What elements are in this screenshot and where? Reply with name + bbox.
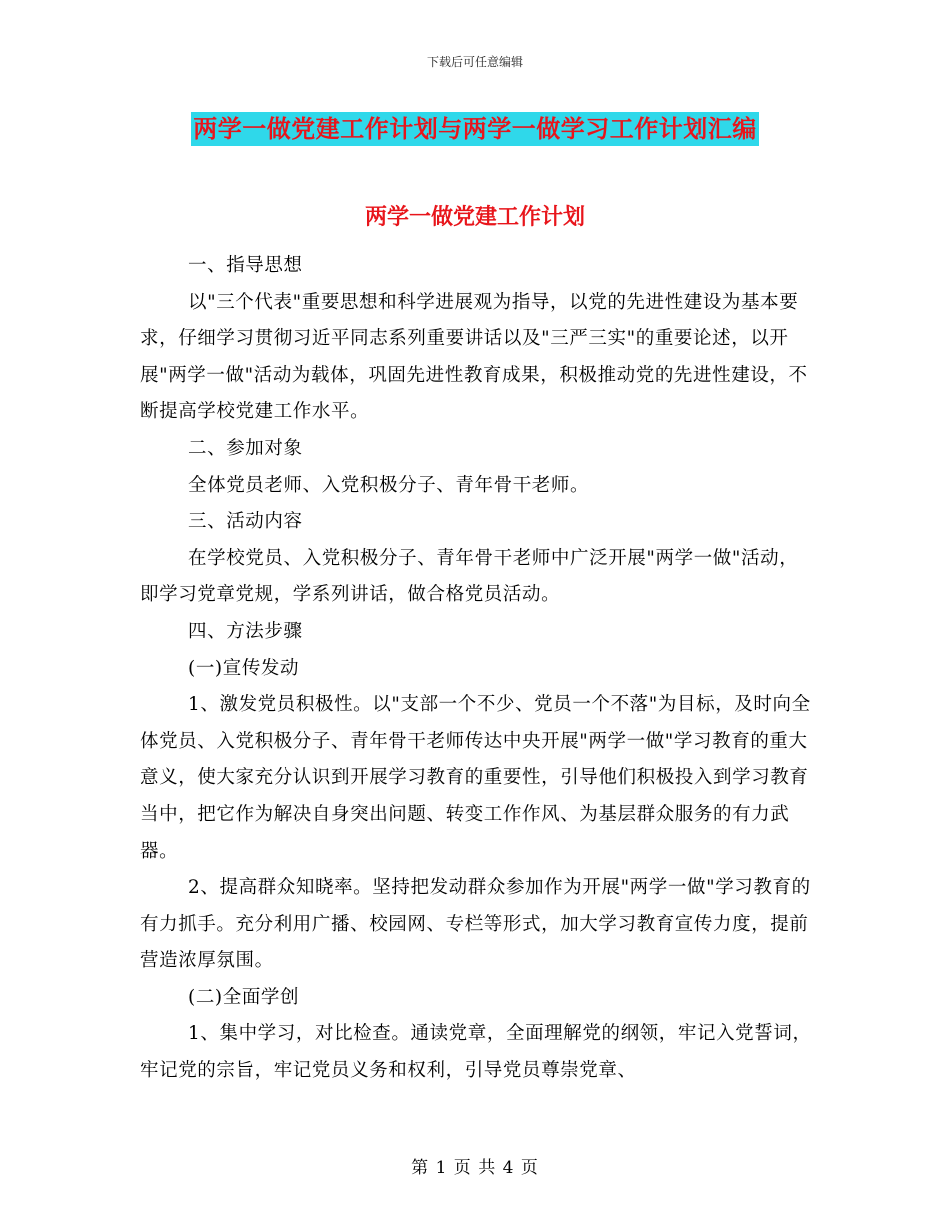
paragraph: 全体党员老师、入党积极分子、青年骨干老师。	[188, 474, 590, 496]
heading-participants: 二、参加对象	[188, 437, 303, 459]
header-note: 下载后可任意编辑	[426, 55, 523, 69]
paragraph: 在学校党员、入党积极分子、青年骨干老师中广泛开展"两学一做"活动，即学习党章党规，学系列讲话，做合格党员活动。	[140, 547, 799, 606]
subheading-publicity: (一)宣传发动	[188, 657, 300, 679]
heading-method-steps: 四、方法步骤	[188, 620, 303, 642]
paragraph: 1、集中学习，对比检查。通读党章，全面理解党的纲领，牢记入党誓词，牢记党的宗旨，牢记党员义务和权利，引导党员尊崇党章、	[140, 1023, 812, 1082]
main-title: 两学一做党建工作计划与两学一做学习工作计划汇编	[191, 112, 759, 146]
heading-activity-content: 三、活动内容	[188, 511, 303, 533]
sub-title: 两学一做党建工作计划	[364, 204, 585, 230]
page-footer: 第 1 页 共 4 页	[411, 1158, 539, 1178]
paragraph: 以"三个代表"重要思想和科学进展观为指导，以党的先进性建设为基本要求，仔细学习贯彻习近平同志系列重要讲话以及"三严三实"的重要论述，以开展"两学一做"活动为载体，巩固先进性教育成果，积极推动党的先进性建设，不断提高学校党建工作水平。	[140, 291, 808, 423]
body-text	[140, 248, 815, 1090]
paragraph: 1、激发党员积极性。以"支部一个不少、党员一个不落"为目标，及时向全体党员、入党积极分子、青年骨干老师传达中央开展"两学一做"学习教育的重大意义，使大家充分认识到开展学习教育的重要性，引导他们积极投入到学习教育当中，把它作为解决自身突出问题、转变工作作风、为基层群众服务的有力武器。	[140, 694, 811, 862]
subheading-full-study: (二)全面学创	[188, 986, 300, 1008]
heading-guiding-thought: 一、指导思想	[188, 255, 303, 276]
paragraph: 2、提高群众知晓率。坚持把发动群众参加作为开展"两学一做"学习教育的有力抓手。充分利用广播、校园网、专栏等形式，加大学习教育宣传力度，提前营造浓厚氛围。	[140, 877, 811, 972]
main-title-wrap	[0, 112, 950, 146]
